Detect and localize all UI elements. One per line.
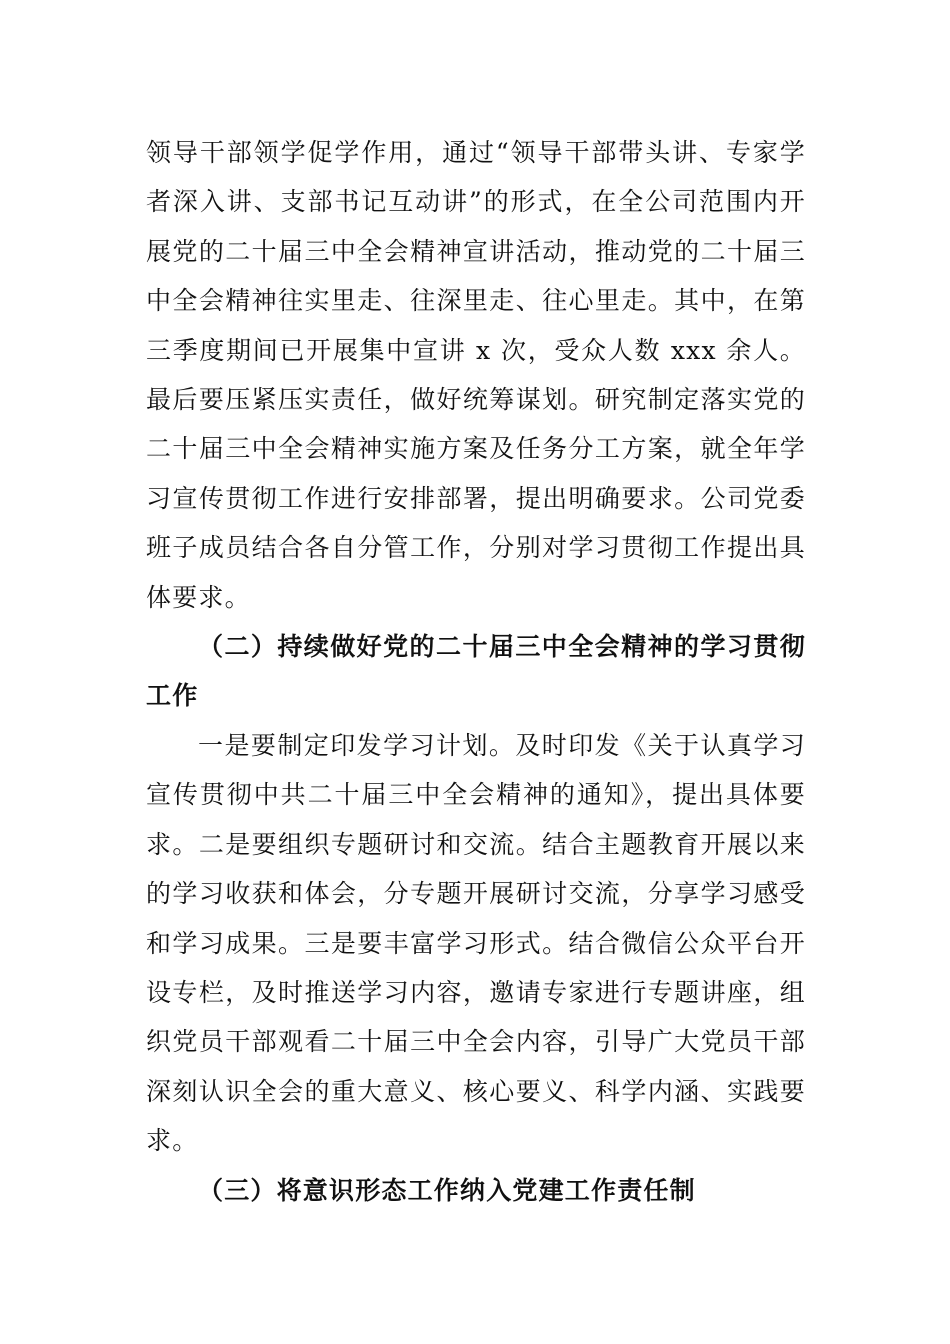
body-paragraph-2: 一是要制定印发学习计划。及时印发《关于认真学习宣传贯彻中共二十届三中全会精神的通知》，提出具体要求。二是要组织专题研讨和交流。结合主题教育开展以来的学习收获和体会，分专题开展研讨交流，分享学习感受和学习成果。三是要丰富学习形式。结合微信公众平台开设专栏，及时推送学习内容，邀请专家进行专题讲座，组织党员干部观看二十届三中全会内容，引导广大党员干部深刻认识全会的重大意义、核心要义、科学内涵、实践要求。 [146,730,806,1156]
body-paragraph-1: 领导干部领学促学作用，通过“领导干部带头讲、专家学者深入讲、支部书记互动讲”的形式，在全公司范围内开展党的二十届三中全会精神宣讲活动，推动党的二十届三中全会精神往实里走、往深里走、往心里走。其中，在第三季度期间已开展集中宣讲 x 次，受众人数 xxx 余人。最后要压紧压实责任，做好统筹谋划。研究制定落实党的二十届三中全会精神实施方案及任务分工方案，就全年学习宣传贯彻工作进行安排部署，提出明确要求。公司党委班子成员结合各自分管工作，分别对学习贯彻工作提出具体要求。 [146,138,806,612]
section-heading-3: （三）将意识形态工作纳入党建工作责任制 [198,1175,696,1205]
document-page [146,128,806,1215]
section-heading-2: （二）持续做好党的二十届三中全会精神的学习贯彻工作 [146,632,806,711]
